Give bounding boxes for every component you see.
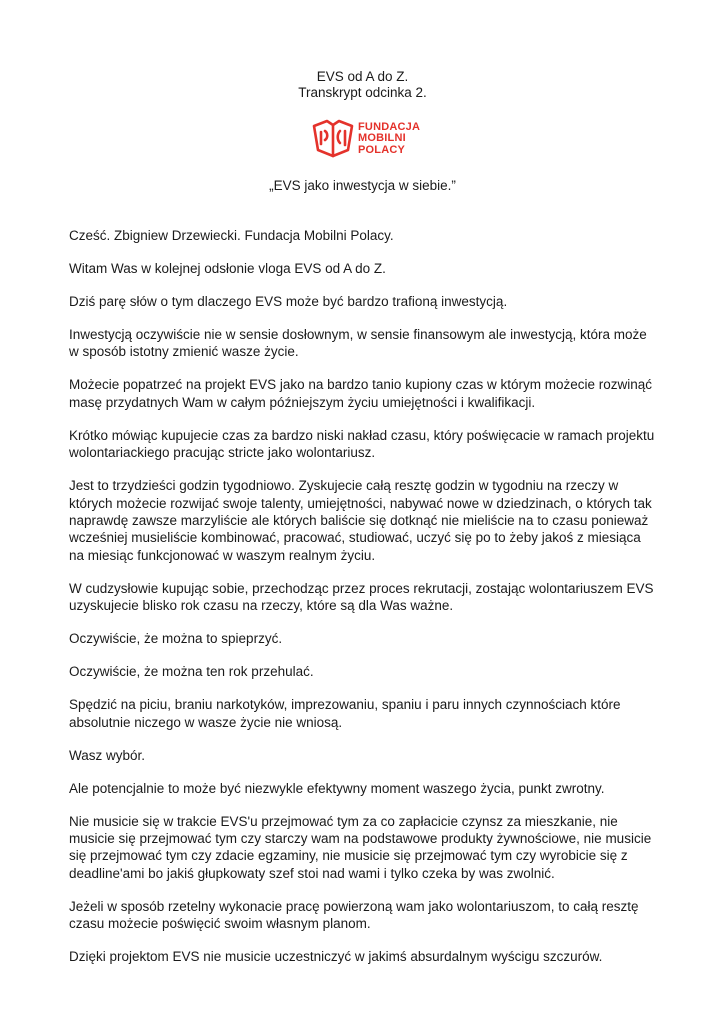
paragraph: W cudzysłowie kupując sobie, przechodząc przez proces rekrutacji, zostając wolontariuszem EVS uzyskujecie blisko rok czasu na rzeczy, które są dla Was ważne. — [69, 580, 654, 614]
paragraph: Oczywiście, że można ten rok przehulać. — [69, 664, 314, 680]
transcript-body — [69, 227, 659, 981]
header-title: EVS od A do Z. — [316, 69, 409, 84]
paragraph: Dziś parę słów o tym dlaczego EVS może być bardzo trafioną inwestycją. — [69, 294, 508, 309]
fundacja-logo — [310, 115, 422, 163]
episode-subtitle: „EVS jako inwestycja w siebie.” — [269, 178, 456, 193]
paragraph: Krótko mówiąc kupujecie czas za bardzo niski nakład czasu, który poświęcacie w ramach projektu wolontariackiego pracując stricte jako wolontariusz. — [69, 427, 655, 461]
paragraph: Inwestycją oczywiście nie w sensie dosłownym, w sensie finansowym ale inwestycją, która może w sposób istotny zmienić wasze życie. — [69, 327, 647, 360]
document-header — [0, 69, 725, 101]
paragraph: Nie musicie się w trakcie EVS'u przejmować tym za co zapłacicie czynsz za mieszkanie, nie musicie się przejmować tym czy starczy wam na podstawowe produkty żywnościowe, nie musicie się przejmować tym czy zdacie egzaminy, nie musicie się przejmować tym czy wyrobicie się z deadline'ami bo jakiś głupkowaty szef stoi nad wami i tylko czeka by was zwolnić. — [69, 813, 652, 881]
paragraph: Spędzić na piciu, braniu narkotyków, imprezowaniu, spaniu i paru innych czynnościach które absolutnie niczego w wasze życie nie wniosą. — [69, 697, 621, 730]
fundacja-mobilni-polacy-logo-icon — [310, 116, 356, 162]
paragraph: Jeżeli w sposób rzetelny wykonacie pracę powierzoną wam jako wolontariuszom, to całą resztę czasu możecie poświęcić swoim własnym planom. — [69, 898, 639, 932]
paragraph: Witam Was w kolejnej odsłonie vloga EVS od A do Z. — [69, 261, 386, 276]
paragraph: Cześć. Zbigniew Drzewiecki. Fundacja Mobilni Polacy. — [69, 228, 394, 243]
paragraph: Możecie popatrzeć na projekt EVS jako na bardzo tanio kupiony czas w którym możecie rozwinąć masę przydatnych Wam w całym późniejszym życiu umiejętności i kwalifikacji. — [69, 377, 653, 410]
logo-line-1: FUNDACJA — [358, 120, 421, 133]
paragraph: Ale potencjalnie to może być niezwykle efektywny moment waszego życia, punkt zwrotny. — [69, 780, 605, 796]
header-episode: Transkrypt odcinka 2. — [298, 85, 427, 100]
paragraph: Dzięki projektom EVS nie musicie uczestniczyć w jakimś absurdalnym wyścigu szczurów. — [69, 949, 603, 965]
logo-wordmark — [358, 122, 420, 157]
logo-line-2: MOBILNI — [358, 132, 406, 145]
paragraph: Jest to trzydzieści godzin tygodniowo. Zyskujecie całą resztę godzin w tygodniu na rzeczy w których możecie rozwijać swoje talenty, umiejętności, nabywać nowe w dziedzinach, o których tak naprawdę zawsze marzyliście ale których baliście się dotknąć nie mieliście na to czasu ponieważ wcześniej musieliście kombinować, pracować, studiować, uczyć się po to żeby jakoś z miesiąca na miesiąc funkcjonować w waszym realnym życiu. — [69, 478, 652, 563]
logo-line-3: POLACY — [358, 143, 406, 156]
paragraph: Oczywiście, że można to spieprzyć. — [69, 631, 283, 647]
paragraph: Wasz wybór. — [69, 747, 146, 763]
